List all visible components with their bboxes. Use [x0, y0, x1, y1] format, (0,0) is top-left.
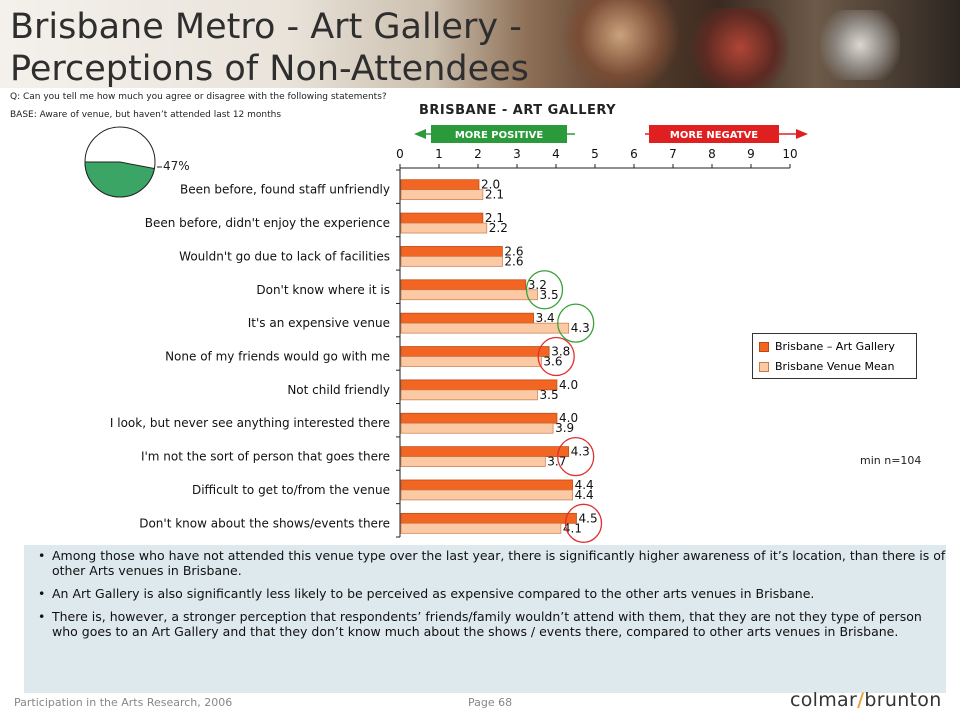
category-label: Been before, didn't enjoy the experience — [144, 216, 390, 231]
category-label: Been before, found staff unfriendly — [179, 182, 390, 197]
x-tick-label: 10 — [782, 147, 798, 161]
bar-art-gallery — [401, 246, 502, 256]
category-label: I'm not the sort of person that goes there — [140, 449, 390, 464]
value-label-venue-mean: 3.5 — [539, 387, 559, 402]
value-label-venue-mean: 2.6 — [504, 254, 524, 269]
category-label: Don't know where it is — [256, 282, 390, 297]
bar-venue-mean — [401, 490, 573, 500]
legend-item-art-gallery — [759, 340, 895, 353]
bar-art-gallery — [401, 280, 526, 290]
findings-box — [24, 545, 946, 693]
category-label: Wouldn't go due to lack of facilities — [179, 249, 390, 264]
bar-venue-mean — [401, 457, 545, 467]
positive-arrow-head — [414, 129, 426, 139]
bar-art-gallery — [401, 313, 534, 323]
bar-venue-mean — [401, 256, 502, 266]
value-label-art-gallery: 3.4 — [535, 311, 555, 326]
bar-venue-mean — [401, 357, 541, 367]
bar-art-gallery — [401, 480, 573, 490]
bar-art-gallery — [401, 213, 483, 223]
value-label-venue-mean: 4.1 — [562, 521, 582, 536]
value-label-art-gallery: 2.0 — [481, 177, 501, 192]
sample-size-note: min n=104 — [860, 454, 922, 467]
bar-venue-mean — [401, 423, 553, 433]
finding-item: • Among those who have not attended this venue type over the last year, there is significantly higher awareness of it’s location, than there is of other Arts venues in Brisbane. — [52, 548, 946, 578]
bar-art-gallery — [401, 447, 569, 457]
value-label-venue-mean: 3.9 — [555, 421, 575, 436]
x-tick-label: 1 — [435, 147, 443, 161]
bar-art-gallery — [401, 513, 577, 523]
category-label: None of my friends would go with me — [165, 349, 390, 364]
value-label-art-gallery: 3.2 — [527, 277, 547, 292]
bar-venue-mean — [401, 290, 538, 300]
base-text: BASE: Aware of venue, but haven’t attended last 12 months — [10, 110, 282, 120]
value-label-venue-mean: 3.5 — [539, 287, 559, 302]
value-label-venue-mean: 3.7 — [547, 454, 567, 469]
footer-source: Participation in the Arts Research, 2006 — [14, 696, 233, 709]
bar-venue-mean — [401, 390, 538, 400]
page-title: Brisbane Metro - Art Gallery - Perceptions of Non-Attendees — [10, 7, 529, 89]
finding-item: • An Art Gallery is also significantly less likely to be perceived as expensive compared to the other arts venues in Brisbane. — [52, 586, 946, 601]
legend-label-venue-mean: Brisbane Venue Mean — [775, 360, 895, 373]
value-label-art-gallery: 4.5 — [578, 511, 598, 526]
legend-label-art-gallery: Brisbane – Art Gallery — [775, 340, 895, 353]
positive-label: MORE POSITIVE — [454, 130, 544, 141]
pie-slice — [85, 162, 154, 197]
pie-value-label: 47% — [163, 159, 190, 173]
category-label: Not child friendly — [287, 382, 390, 397]
negative-label: MORE NEGATVE — [669, 130, 759, 141]
value-label-venue-mean: 3.6 — [543, 354, 563, 369]
category-label: I look, but never see anything interested there — [109, 416, 390, 431]
legend-swatch-art-gallery — [759, 342, 769, 352]
negative-arrow-head — [796, 129, 808, 139]
question-text: Q: Can you tell me how much you agree or disagree with the following statements? — [10, 92, 387, 102]
bar-venue-mean — [401, 523, 561, 533]
value-label-art-gallery: 4.3 — [570, 444, 590, 459]
value-label-venue-mean: 2.2 — [488, 221, 508, 236]
category-label: Don't know about the shows/events there — [139, 516, 390, 531]
value-label-art-gallery: 3.8 — [551, 344, 571, 359]
value-label-art-gallery: 4.0 — [559, 377, 579, 392]
chart-legend — [752, 333, 917, 379]
x-tick-label: 5 — [591, 147, 599, 161]
value-label-venue-mean: 4.3 — [570, 321, 590, 336]
bar-art-gallery — [401, 380, 557, 390]
bar-venue-mean — [401, 223, 487, 233]
category-label: It's an expensive venue — [247, 316, 390, 331]
value-label-art-gallery: 2.1 — [484, 211, 504, 226]
chart-title: BRISBANE - ART GALLERY — [419, 103, 617, 118]
bar-art-gallery — [401, 413, 557, 423]
bar-art-gallery — [401, 180, 479, 190]
x-tick-label: 0 — [396, 147, 404, 161]
finding-item: • There is, however, a stronger perception that respondents’ friends/family wouldn’t attend with them, that they are not they type of person who goes to an Art Gallery and that they don’t know much about the shows / events there, compared to other arts venues in Brisbane. — [52, 609, 946, 639]
category-label: Difficult to get to/from the venue — [191, 482, 390, 497]
x-tick-label: 3 — [513, 147, 521, 161]
x-tick-label: 6 — [630, 147, 638, 161]
x-tick-label: 7 — [669, 147, 677, 161]
x-tick-label: 4 — [552, 147, 560, 161]
value-label-venue-mean: 4.4 — [574, 487, 594, 502]
x-tick-label: 8 — [708, 147, 716, 161]
value-label-venue-mean: 2.1 — [484, 187, 504, 202]
footer-page-number: Page 68 — [468, 696, 513, 709]
value-label-art-gallery: 2.6 — [504, 244, 524, 259]
bar-venue-mean — [401, 190, 483, 200]
x-tick-label: 2 — [474, 147, 482, 161]
legend-item-venue-mean — [759, 360, 894, 373]
legend-swatch-venue-mean — [759, 362, 769, 372]
bar-art-gallery — [401, 347, 549, 357]
value-label-art-gallery: 4.0 — [559, 411, 579, 426]
value-label-art-gallery: 4.4 — [574, 477, 594, 492]
colmar-brunton-logo: colmar/brunton — [790, 689, 942, 711]
x-tick-label: 9 — [747, 147, 755, 161]
